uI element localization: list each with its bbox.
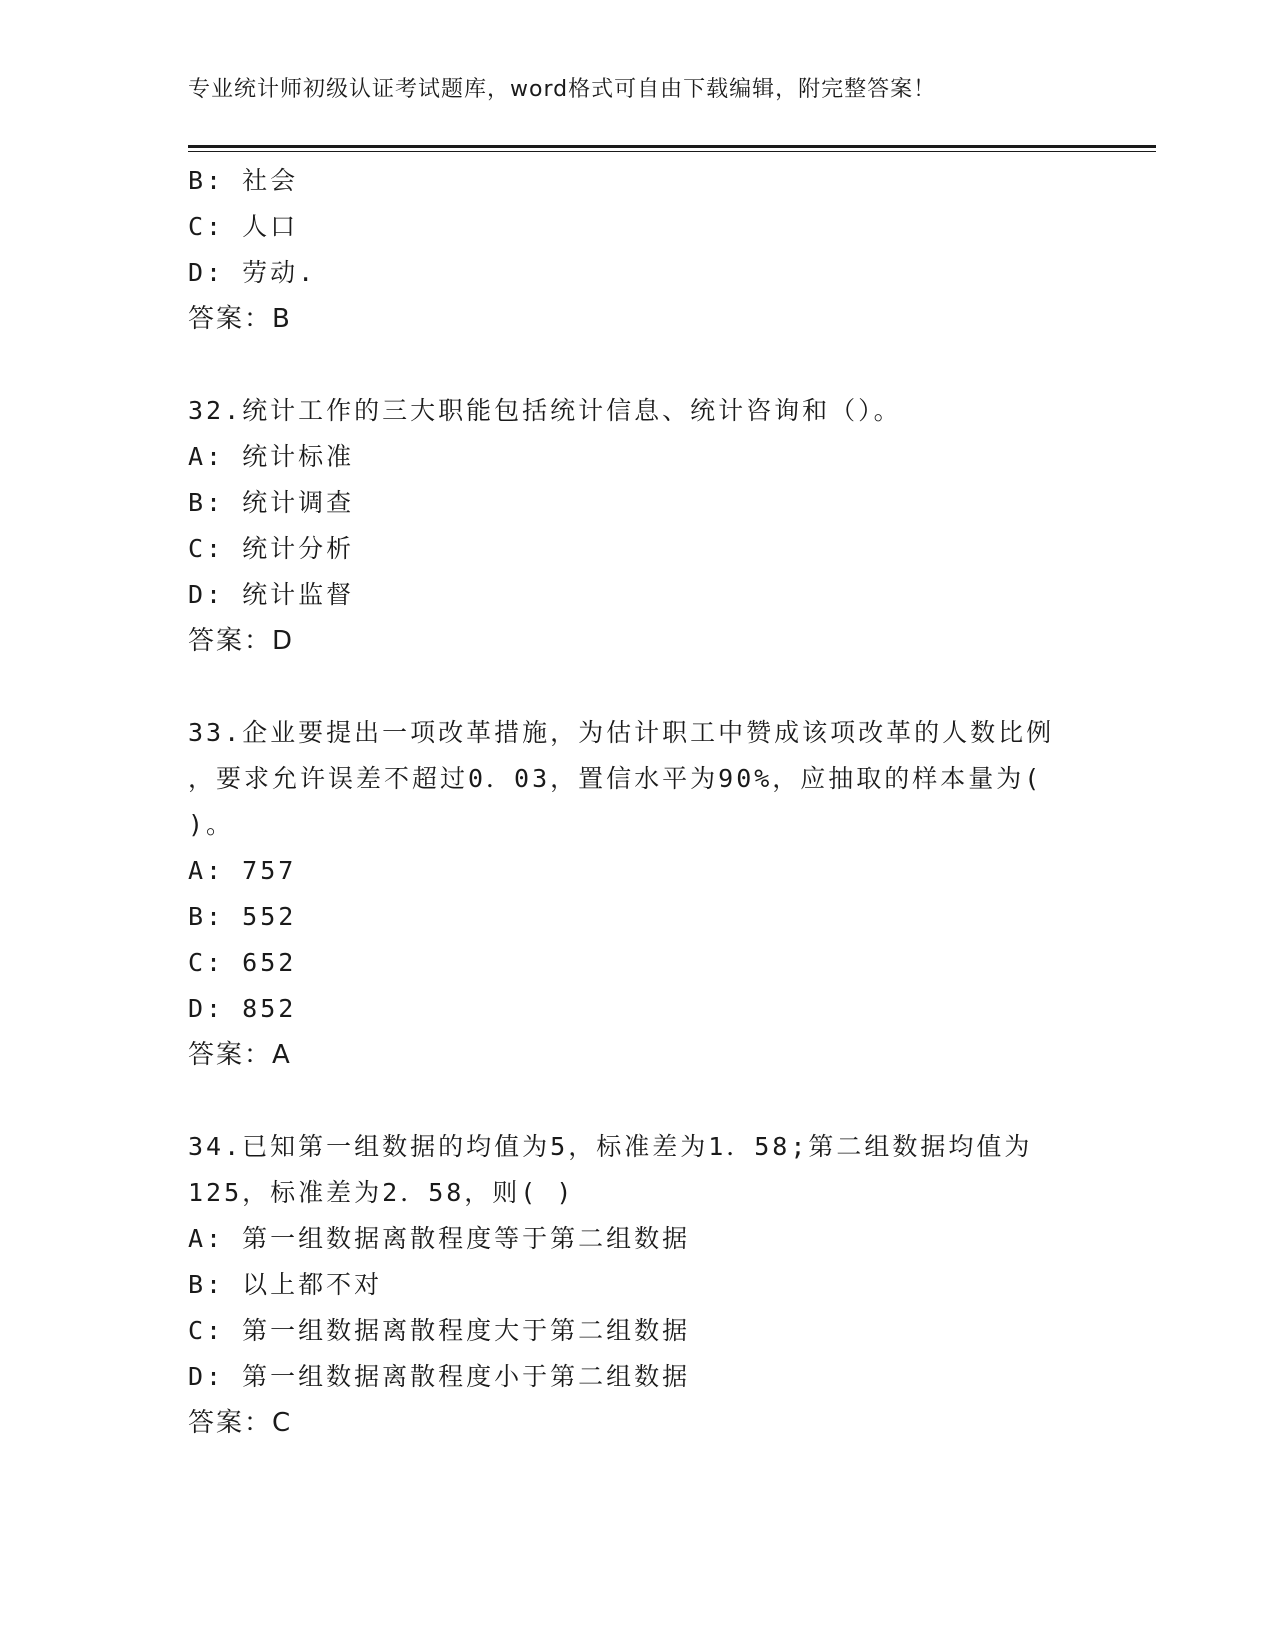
question-stem: 32.统计工作的三大职能包括统计信息、统计咨询和（）。	[188, 396, 902, 425]
option-b: B: 统计调查	[188, 488, 355, 517]
question-stem: 125，标准差为2．58，则( )	[188, 1178, 575, 1207]
option-a: A: 757	[188, 856, 297, 885]
option-b: B: 以上都不对	[188, 1270, 383, 1299]
answer-line: 答案：C	[188, 1408, 293, 1438]
option-c: C: 人口	[188, 212, 299, 241]
header-rule-thin	[188, 151, 1156, 152]
answer-line: 答案：A	[188, 1040, 292, 1070]
question-stem: 33.企业要提出一项改革措施，为估计职工中赞成该项改革的人数比例	[188, 718, 1055, 747]
option-a: A: 第一组数据离散程度等于第二组数据	[188, 1224, 691, 1253]
question-stem: ，要求允许误差不超过0．03，置信水平为90%，应抽取的样本量为(	[188, 764, 1043, 793]
header-rule-thick	[188, 145, 1156, 148]
option-a: A: 统计标准	[188, 442, 355, 471]
option-b: B: 552	[188, 902, 297, 931]
question-31	[188, 158, 1088, 342]
option-b: B: 社会	[188, 166, 299, 195]
option-d: D: 852	[188, 994, 297, 1023]
answer-line: 答案：D	[188, 626, 295, 656]
option-c: C: 统计分析	[188, 534, 355, 563]
page-header: 专业统计师初级认证考试题库，word格式可自由下载编辑，附完整答案！	[188, 77, 937, 102]
answer-line: 答案：B	[188, 304, 292, 334]
option-c: C: 第一组数据离散程度大于第二组数据	[188, 1316, 691, 1345]
question-32	[188, 388, 1088, 664]
question-list	[188, 158, 1088, 1446]
option-d: D: 第一组数据离散程度小于第二组数据	[188, 1362, 691, 1391]
option-d: D: 劳动.	[188, 258, 317, 287]
option-d: D: 统计监督	[188, 580, 355, 609]
question-34	[188, 1124, 1088, 1446]
question-33	[188, 710, 1088, 1078]
option-c: C: 652	[188, 948, 297, 977]
question-stem: )。	[188, 810, 235, 839]
question-stem: 34.已知第一组数据的均值为5，标准差为1．58;第二组数据均值为	[188, 1132, 1033, 1161]
